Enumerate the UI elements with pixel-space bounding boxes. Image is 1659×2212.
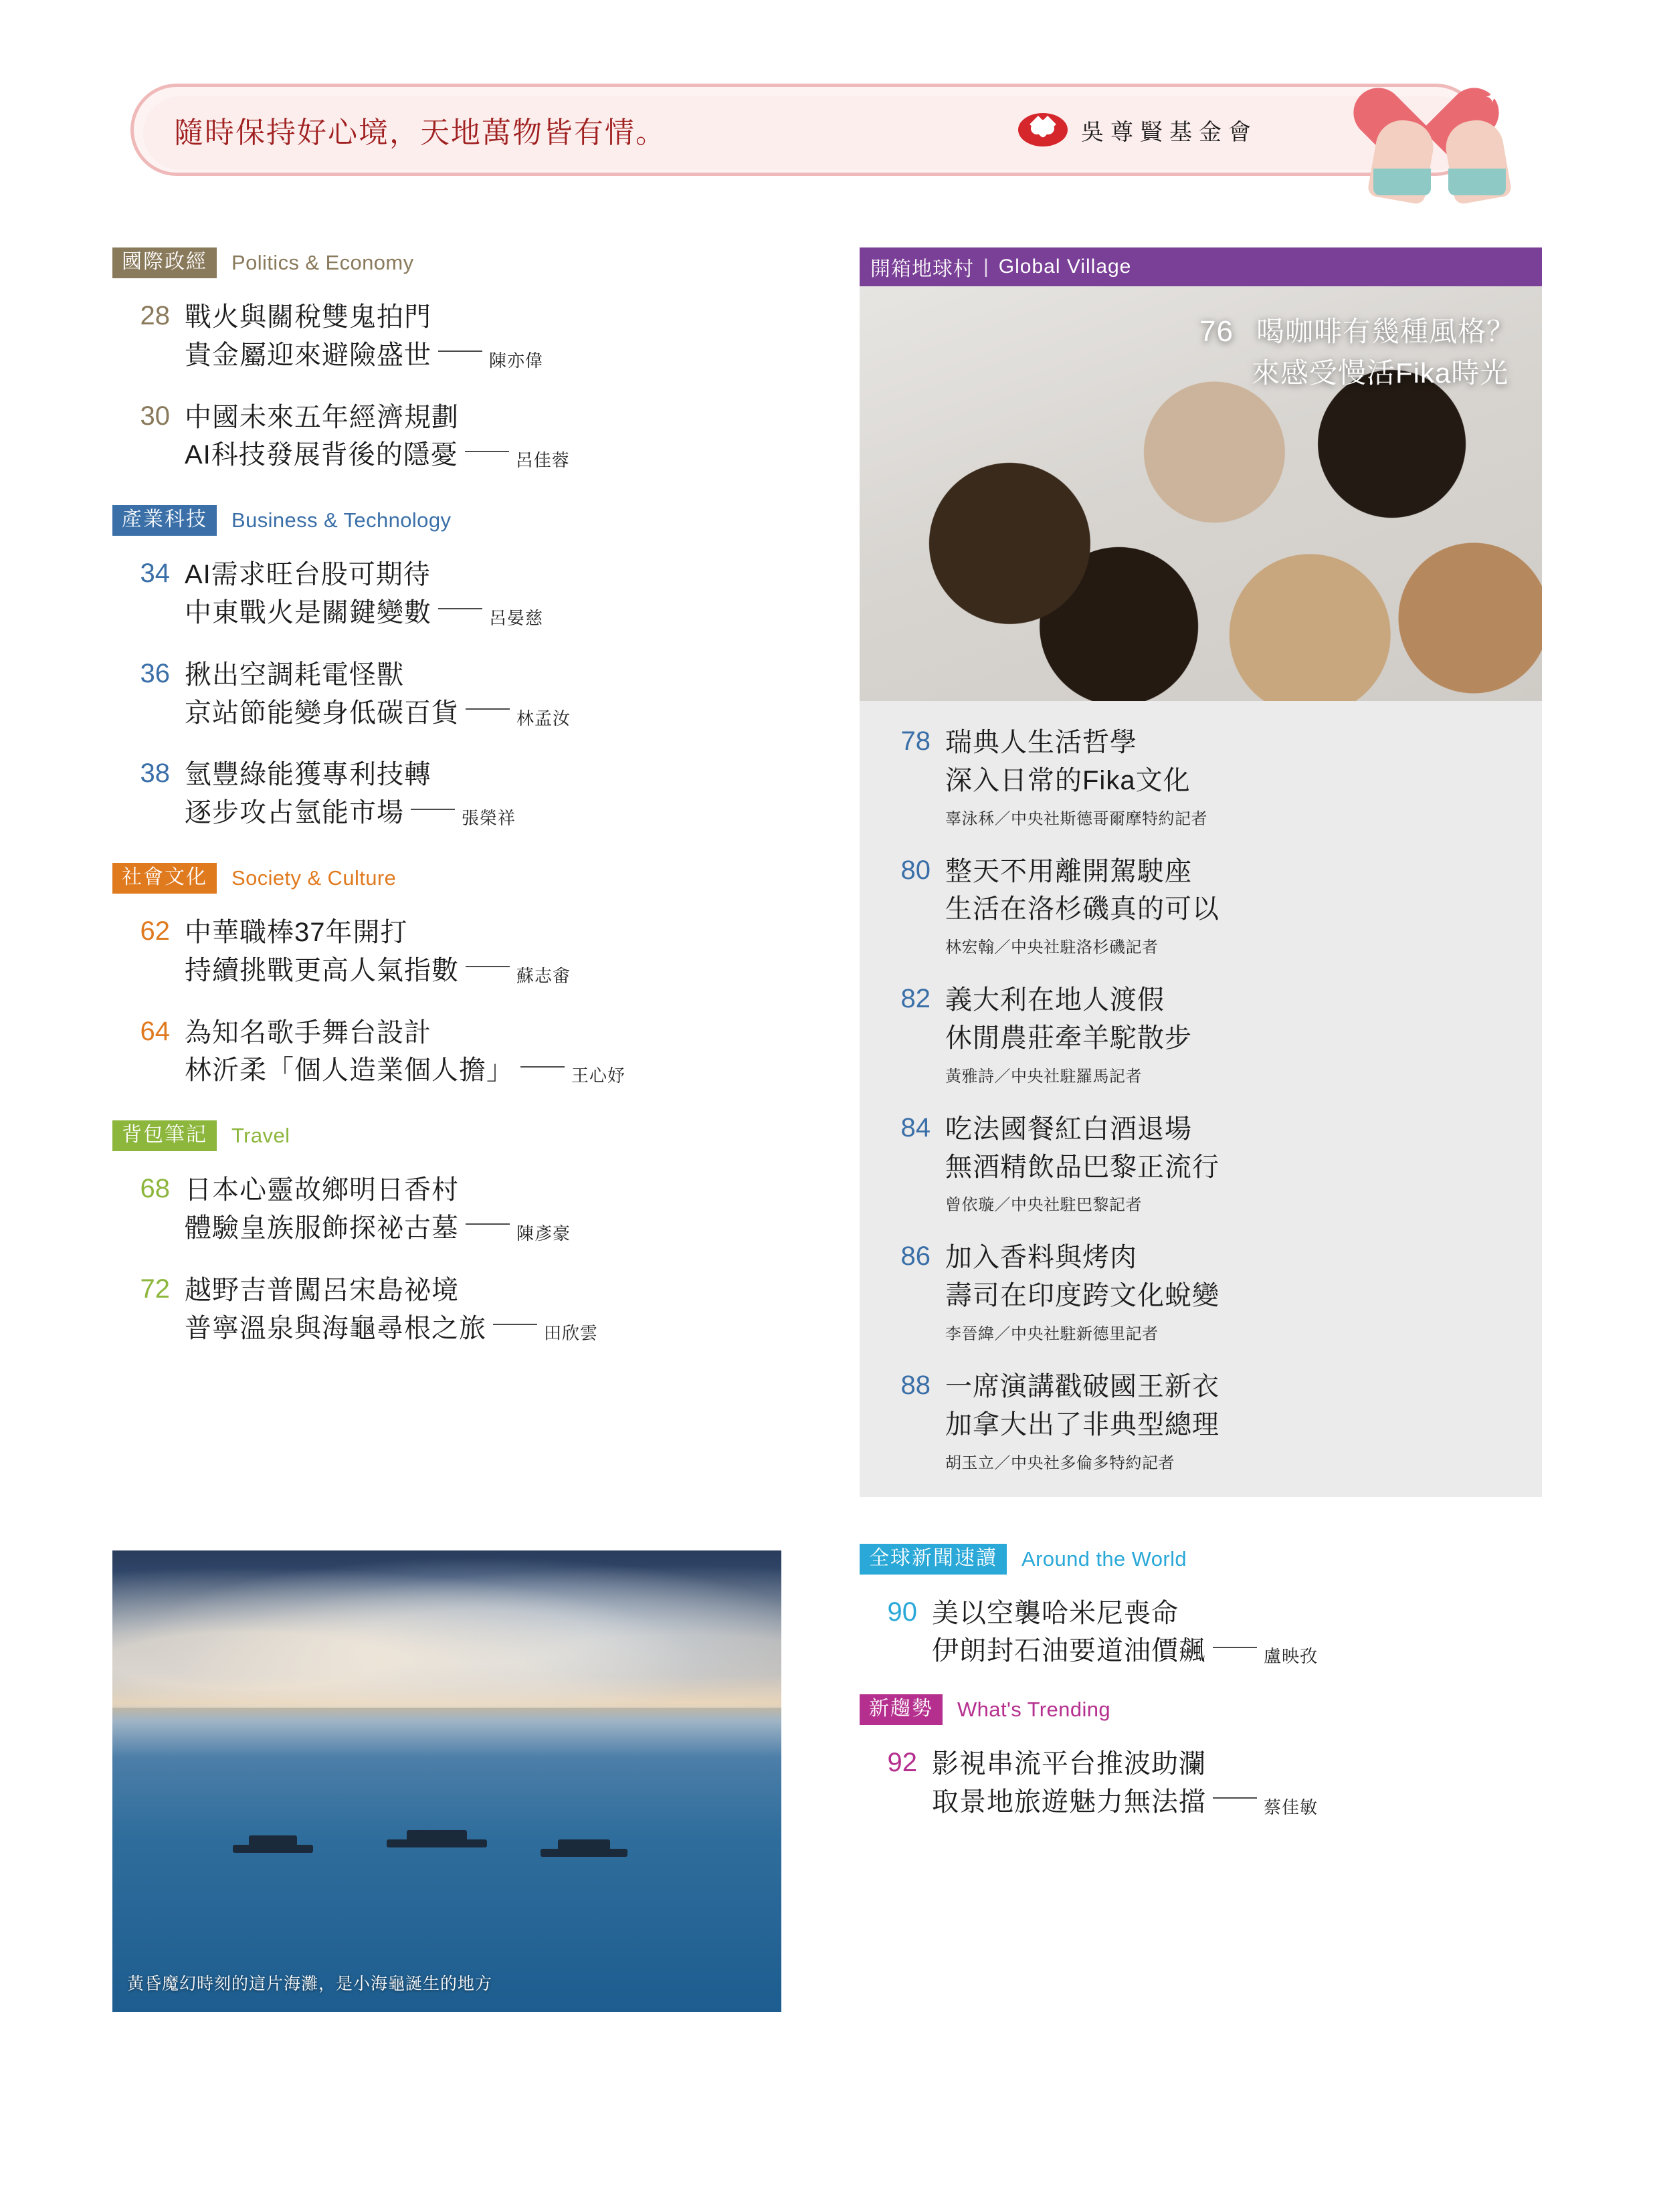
entry-page-number: 38 <box>140 759 170 789</box>
section-label-en: Travel <box>231 1124 290 1148</box>
coffee-cups-photo <box>860 286 1542 701</box>
section-heading <box>860 1544 1542 1575</box>
entry-page-number: 86 <box>900 1241 931 1272</box>
byline-rule <box>466 708 510 710</box>
toc-entry[interactable] <box>860 1595 1542 1671</box>
entry-title-line1: 中國未來五年經濟規劃 <box>185 402 459 432</box>
section-label-en: What's Trending <box>957 1698 1111 1722</box>
entry-page-number: 78 <box>900 726 931 756</box>
section-label-cn: 全球新聞速讀 <box>860 1544 1007 1575</box>
section-label-cn: 社會文化 <box>112 863 217 894</box>
byline-rule <box>1213 1647 1257 1648</box>
entry-title-line2: 伊朗封石油要道油價飆 <box>932 1636 1206 1666</box>
foundation-logo <box>1018 113 1258 146</box>
entry-title-line1: 義大利在地人渡假 <box>945 985 1165 1015</box>
entry-title-line1: 氫豐綠能獲專利技轉 <box>185 760 431 790</box>
section-heading <box>860 247 1542 286</box>
entry-page-number: 84 <box>900 1112 931 1142</box>
slogan-banner <box>130 84 1482 176</box>
hands-holding-heart-icon: ✦ ✦ ✦ <box>1341 47 1542 187</box>
slogan-text: 隨時保持好心境，天地萬物皆有情。 <box>174 116 666 149</box>
entry-page-number: 88 <box>900 1370 931 1400</box>
boat-icon <box>387 1839 487 1847</box>
entry-title-line1: AI需求旺台股可期待 <box>185 560 431 590</box>
feature-entry-list <box>860 701 1542 1473</box>
section-label-separator: | <box>983 256 989 278</box>
section-label-cn: 新趨勢 <box>860 1694 943 1725</box>
entry-byline: 林孟汝 <box>516 708 571 728</box>
section-label-en: Around the World <box>1021 1546 1187 1571</box>
entry-byline: 李晉緯／中央社駐新德里記者 <box>945 1324 1159 1343</box>
toc-entry[interactable] <box>873 1110 1542 1215</box>
byline-rule <box>466 1223 510 1225</box>
boat-icon <box>541 1849 627 1857</box>
section-heading <box>112 247 855 278</box>
section-label-en: Global Village <box>998 256 1132 278</box>
entry-title-line2: 生活在洛杉磯真的可以 <box>945 894 1219 924</box>
entry-title-line2: 林沂柔「個人造業個人擔」 <box>185 1055 514 1086</box>
toc-entry[interactable] <box>112 399 855 475</box>
entry-byline: 王心妤 <box>571 1066 626 1086</box>
boat-icon <box>233 1845 313 1853</box>
entry-title-line2: 普寧溫泉與海龜尋根之旅 <box>185 1313 486 1343</box>
entry-page-number: 36 <box>140 658 170 688</box>
entry-byline: 呂晏慈 <box>489 607 544 628</box>
entry-page-number: 30 <box>140 401 170 431</box>
toc-entry[interactable] <box>112 1014 855 1090</box>
feature-page-number: 76 <box>1199 315 1234 348</box>
entry-title-line2: 中東戰火是關鍵變數 <box>185 597 431 627</box>
section-label-en: Politics & Economy <box>231 251 414 274</box>
entry-byline: 林宏翰／中央社駐洛杉磯記者 <box>945 938 1159 957</box>
byline-rule <box>411 809 455 810</box>
byline-rule <box>466 966 510 967</box>
entry-title-line1: 揪出空調耗電怪獸 <box>185 660 404 690</box>
toc-entry[interactable] <box>112 756 855 832</box>
toc-entry[interactable] <box>860 1745 1542 1821</box>
entry-page-number: 28 <box>140 301 170 330</box>
section-travel <box>112 1120 855 1347</box>
entry-title-line1: 影視串流平台推波助瀾 <box>932 1749 1206 1779</box>
byline-rule <box>493 1324 537 1325</box>
byline-rule <box>465 451 509 452</box>
entry-title-line2: 取景地旅遊魅力無法擋 <box>932 1787 1206 1817</box>
feature-title-line1: 喝咖啡有幾種風格？ <box>1256 316 1515 347</box>
entry-title-line2: 無酒精飲品巴黎正流行 <box>945 1152 1219 1182</box>
section-around-the-world <box>860 1544 1542 1671</box>
entry-page-number: 72 <box>140 1274 170 1304</box>
section-society-culture <box>112 863 855 1090</box>
entry-title-line2: 京站節能變身低碳百貨 <box>185 698 459 728</box>
toc-right-column <box>860 247 1542 1845</box>
entry-title-line1: 加入香料與烤肉 <box>945 1243 1137 1273</box>
entry-title-line1: 越野吉普闖呂宋島祕境 <box>185 1275 459 1305</box>
sunset-seascape-photo <box>112 1550 781 2012</box>
byline-rule <box>1213 1797 1257 1799</box>
entry-title-line2: 逐步攻占氫能市場 <box>185 798 404 828</box>
byline-rule <box>438 350 482 352</box>
entry-page-number: 90 <box>887 1597 917 1627</box>
section-label-cn: 開箱地球村 <box>870 258 974 280</box>
section-heading <box>112 1120 855 1151</box>
byline-rule <box>438 608 482 609</box>
heart-badge-icon <box>1018 113 1068 146</box>
entry-title-line1: 一席演講戳破國王新衣 <box>945 1371 1219 1401</box>
entry-byline: 張榮祥 <box>462 808 516 829</box>
entry-byline: 曾依璇／中央社駐巴黎記者 <box>945 1196 1142 1215</box>
entry-page-number: 64 <box>140 1016 170 1046</box>
toc-entry[interactable] <box>873 724 1542 829</box>
toc-entry[interactable] <box>112 914 855 990</box>
section-heading <box>112 863 855 894</box>
entry-byline: 辜泳秝／中央社斯德哥爾摩特約記者 <box>945 809 1207 828</box>
section-label-cn: 產業科技 <box>112 505 217 536</box>
section-label-en: Society & Culture <box>231 866 397 890</box>
page-header <box>130 54 1542 176</box>
toc-left-column <box>112 247 855 1371</box>
entry-page-number: 92 <box>887 1748 917 1778</box>
entry-title-line2: 深入日常的Fika文化 <box>945 765 1191 795</box>
entry-byline: 呂佳蓉 <box>515 450 570 471</box>
entry-byline: 陳彥豪 <box>516 1223 571 1243</box>
toc-entry[interactable] <box>112 298 855 375</box>
entry-title-line1: 瑞典人生活哲學 <box>945 728 1137 757</box>
entry-page-number: 34 <box>140 559 170 589</box>
entry-page-number: 62 <box>140 916 170 946</box>
entry-byline: 胡玉立／中央社多倫多特約記者 <box>945 1453 1175 1472</box>
section-whats-trending <box>860 1694 1542 1821</box>
section-label-cn: 國際政經 <box>112 247 217 278</box>
section-politics-economy <box>112 247 855 474</box>
toc-entry[interactable] <box>112 1272 855 1348</box>
entry-title-line1: 為知名歌手舞台設計 <box>185 1017 431 1047</box>
section-label-en: Business & Technology <box>231 508 452 532</box>
cloud-layer <box>112 1550 781 1708</box>
entry-page-number: 82 <box>900 984 931 1014</box>
entry-title-line2: 體驗皇族服飾探祕古墓 <box>185 1213 459 1243</box>
entry-title-line2: 加拿大出了非典型總理 <box>945 1409 1219 1439</box>
byline-rule <box>520 1066 565 1068</box>
entry-byline: 蔡佳敏 <box>1264 1797 1319 1817</box>
toc-entry[interactable] <box>112 556 855 632</box>
entry-title-line1: 日本心靈故鄉明日香村 <box>185 1175 459 1205</box>
toc-entry[interactable] <box>873 981 1542 1086</box>
foundation-logo-text: 吳尊賢基金會 <box>1081 119 1258 145</box>
entry-title-line1: 戰火與關稅雙鬼拍門 <box>185 302 431 332</box>
toc-entry[interactable] <box>112 656 855 732</box>
entry-title-line2: 壽司在印度跨文化蛻變 <box>945 1281 1219 1311</box>
entry-title-line2: 貴金屬迎來避險盛世 <box>185 340 431 370</box>
feature-title-line2: 來感受慢活Fika時光 <box>1252 357 1509 389</box>
toc-entry[interactable] <box>112 1171 855 1247</box>
entry-byline: 蘇志畬 <box>516 965 571 986</box>
section-label-cn: 背包筆記 <box>112 1120 217 1151</box>
feature-global-village <box>860 247 1542 1497</box>
entry-title-line2: 休閒農莊牽羊駝散步 <box>945 1023 1192 1053</box>
toc-entry[interactable] <box>873 853 1542 958</box>
section-heading <box>112 505 855 536</box>
toc-entry[interactable] <box>873 1368 1542 1473</box>
toc-entry[interactable] <box>873 1239 1542 1344</box>
entry-title-line2: AI科技發展背後的隱憂 <box>185 440 458 470</box>
entry-byline: 田欣雲 <box>544 1323 599 1344</box>
section-business-technology <box>112 505 855 832</box>
entry-byline: 陳亦偉 <box>489 350 544 371</box>
section-heading <box>860 1694 1542 1725</box>
entry-title-line1: 整天不用離開駕駛座 <box>945 856 1192 886</box>
entry-title-line1: 美以空襲哈米尼喪命 <box>932 1598 1179 1628</box>
entry-title-line2: 持續挑戰更高人氣指數 <box>185 955 459 985</box>
entry-byline: 黃雅詩／中央社駐羅馬記者 <box>945 1067 1142 1086</box>
feature-callout[interactable] <box>1199 310 1515 394</box>
photo-caption: 黃昏魔幻時刻的這片海灘，是小海龜誕生的地方 <box>127 1975 493 1993</box>
entry-page-number: 80 <box>900 855 931 885</box>
entry-title-line1: 中華職棒37年開打 <box>185 917 408 947</box>
entry-byline: 盧映孜 <box>1264 1646 1319 1667</box>
entry-title-line1: 吃法國餐紅白酒退場 <box>945 1114 1192 1144</box>
entry-page-number: 68 <box>140 1174 170 1204</box>
